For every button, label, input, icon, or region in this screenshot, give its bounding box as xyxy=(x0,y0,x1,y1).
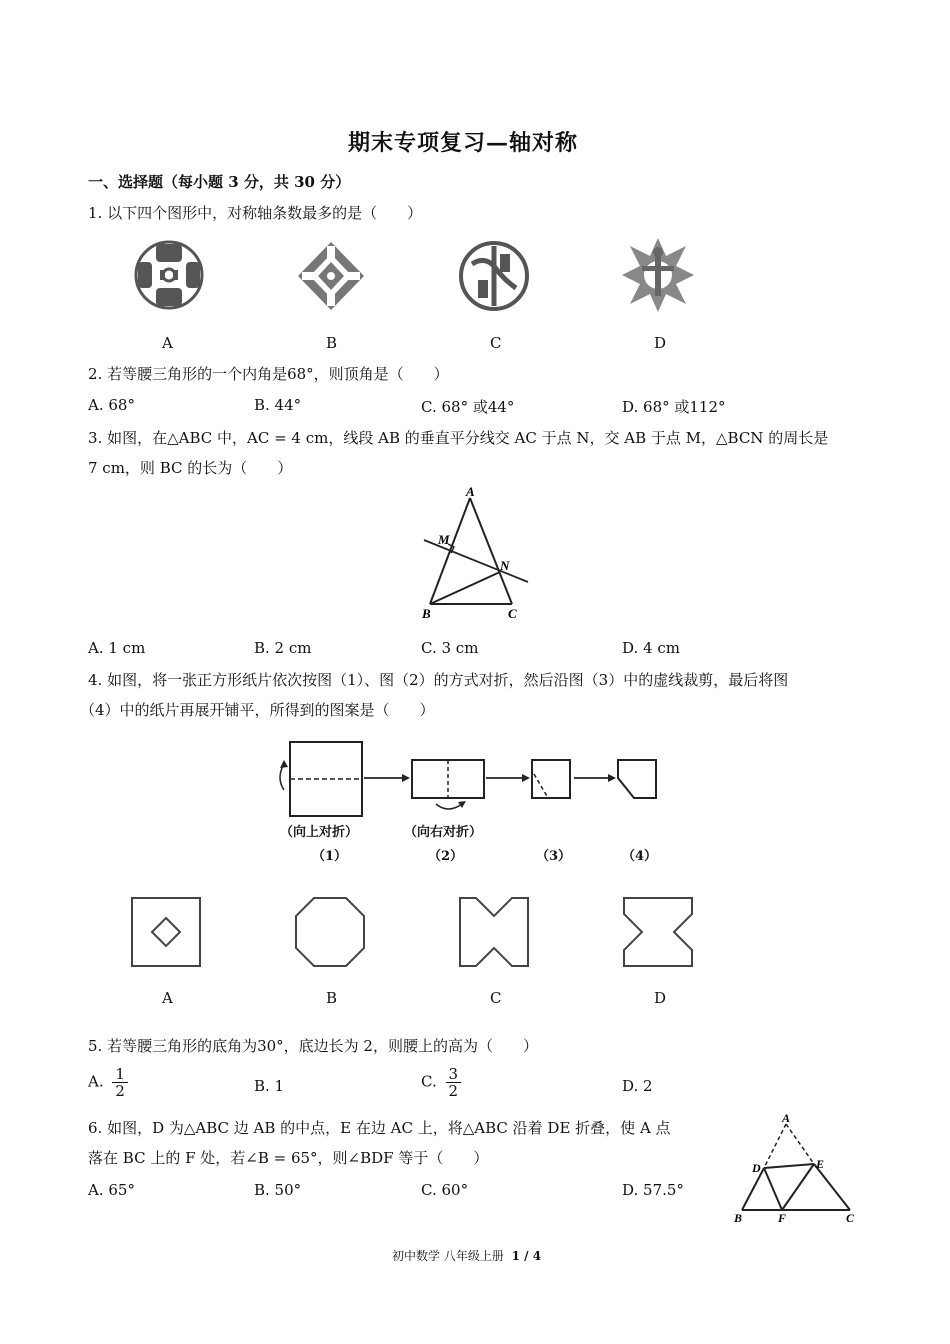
q2-option-b: B. 44° xyxy=(254,396,302,414)
q6-label-b: B xyxy=(734,1211,743,1225)
q5-option-c-fraction xyxy=(446,1066,462,1099)
q5-option-a xyxy=(88,1066,128,1099)
section-heading: 一、选择题（每小题 3 分，共 30 分） xyxy=(88,173,351,191)
question-1-stem: 1. 以下四个图形中，对称轴条数最多的是（ ） xyxy=(88,204,423,222)
q3-option-d: D. 4 cm xyxy=(622,639,680,657)
q4-step-label-4: （4） xyxy=(622,849,658,864)
q2-option-a: A. 68° xyxy=(88,396,135,414)
q6-option-a: A. 65° xyxy=(88,1181,135,1199)
q1-figure-d xyxy=(620,236,696,314)
q3-label-b: B xyxy=(422,606,431,621)
q4-caption-1: （向上对折） xyxy=(280,825,359,840)
q1-label-d: D xyxy=(654,334,667,352)
q4-answer-figure-c xyxy=(458,896,530,968)
page-title: 期末专项复习—轴对称 xyxy=(348,130,579,156)
q5-option-a-fraction xyxy=(112,1066,128,1099)
q4-answer-figure-b xyxy=(294,896,366,968)
question-6-line-1: 6. 如图，D 为△ABC 边 AB 的中点，E 在边 AC 上，将△ABC 沿着 DE 折叠，使 A 点 xyxy=(88,1119,671,1137)
q5-option-a-denominator: 2 xyxy=(115,1082,125,1100)
q3-label-m: M xyxy=(438,532,450,547)
footer xyxy=(392,1247,541,1264)
q4-label-d: D xyxy=(654,989,667,1007)
footer-text: 初中数学 八年级上册 xyxy=(392,1249,504,1263)
q6-figure xyxy=(732,1112,860,1224)
q6-label-d: D xyxy=(752,1161,761,1175)
question-4-line-1: 4. 如图，将一张正方形纸片依次按图（1）、图（2）的方式对折，然后沿图（3）中的虚线裁剪，最后将图 xyxy=(88,671,789,689)
q6-label-a: A xyxy=(782,1111,791,1125)
q4-label-c: C xyxy=(490,989,502,1007)
q5-option-c-denominator: 2 xyxy=(448,1082,459,1100)
q5-option-d: D. 2 xyxy=(622,1077,653,1095)
q4-folding-steps-figure xyxy=(272,734,672,824)
q1-label-c: C xyxy=(490,334,502,352)
q1-label-a: A xyxy=(162,334,173,352)
question-5-stem: 5. 若等腰三角形的底角为30°，底边长为 2，则腰上的高为（ ） xyxy=(88,1037,538,1055)
q6-option-d: D. 57.5° xyxy=(622,1181,684,1199)
q1-figure-a xyxy=(134,240,204,310)
page-number: 1 / 4 xyxy=(511,1249,542,1263)
q3-option-c: C. 3 cm xyxy=(421,639,479,657)
q3-option-a: A. 1 cm xyxy=(88,639,146,657)
q5-option-c xyxy=(421,1066,461,1099)
q5-option-c-prefix: C. xyxy=(421,1072,437,1091)
q5-option-b: B. 1 xyxy=(254,1077,285,1095)
q4-step-label-1: （1） xyxy=(312,849,348,864)
q4-answer-figure-a xyxy=(130,896,202,968)
q6-option-c: C. 60° xyxy=(421,1181,469,1199)
question-2-stem: 2. 若等腰三角形的一个内角是68°，则顶角是（ ） xyxy=(88,365,449,383)
q3-label-c: C xyxy=(508,606,517,621)
q1-figure-b xyxy=(296,240,366,312)
q6-label-f: F xyxy=(778,1211,787,1225)
q6-option-b: B. 50° xyxy=(254,1181,302,1199)
q6-label-c: C xyxy=(846,1211,855,1225)
q1-figure-c xyxy=(458,240,530,312)
question-3-line-2: 7 cm，则 BC 的长为（ ） xyxy=(88,459,293,477)
q6-label-e: E xyxy=(816,1157,825,1171)
q5-option-a-prefix: A. xyxy=(88,1072,104,1091)
q5-option-a-numerator: 1 xyxy=(112,1066,128,1083)
q4-caption-2: （向右对折） xyxy=(404,825,483,840)
q1-label-b: B xyxy=(326,334,338,352)
q3-label-n: N xyxy=(500,558,510,573)
q5-option-c-numerator: 3 xyxy=(446,1066,462,1083)
q4-step-label-3: （3） xyxy=(536,849,572,864)
question-3-line-1: 3. 如图，在△ABC 中，AC = 4 cm，线段 AB 的垂直平分线交 AC 于点 N，交 AB 于点 M，△BCN 的周长是 xyxy=(88,429,829,447)
q2-option-c: C. 68° 或44° xyxy=(421,398,515,416)
q4-label-a: A xyxy=(162,989,173,1007)
q4-label-b: B xyxy=(326,989,338,1007)
q4-answer-figure-d xyxy=(622,896,694,968)
q3-label-a: A xyxy=(466,484,475,499)
q3-option-b: B. 2 cm xyxy=(254,639,312,657)
q4-step-label-2: （2） xyxy=(428,849,464,864)
q2-option-d: D. 68° 或112° xyxy=(622,398,726,416)
question-4-line-2: （4）中的纸片再展开铺平，所得到的图案是（ ） xyxy=(80,701,435,719)
question-6-line-2: 落在 BC 上的 F 处，若∠B = 65°，则∠BDF 等于（ ） xyxy=(88,1149,489,1167)
q3-figure xyxy=(416,484,534,620)
